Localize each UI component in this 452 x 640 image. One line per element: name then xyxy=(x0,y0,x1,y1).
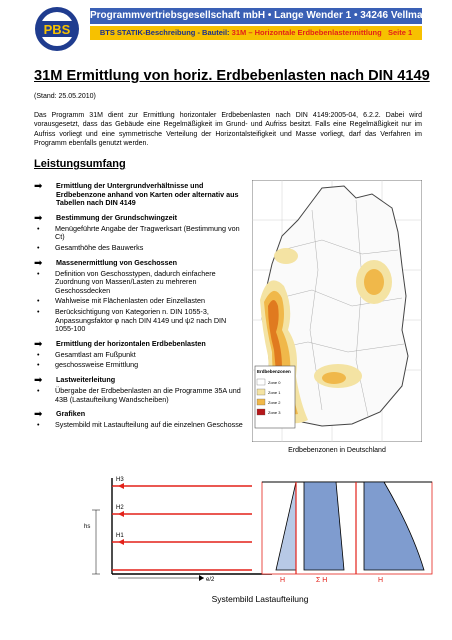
end-force-label: H xyxy=(378,577,384,584)
feature-title: Ermittlung der horizontalen Erdbebenlasten xyxy=(56,338,206,348)
feature-group xyxy=(34,340,244,370)
stand-date: (Stand: 25.05.2010) xyxy=(34,93,96,100)
arrow-icon: ➡ xyxy=(34,212,43,224)
legend-title: Erdbebenzonen xyxy=(257,369,291,374)
feature-title: Lastweiterleitung xyxy=(56,374,116,384)
subtitle-code: 31M xyxy=(231,28,247,37)
subtitle-name: Horizontale Erdbebenlastermittlung xyxy=(254,28,382,37)
system-diagram xyxy=(84,470,436,588)
intro-paragraph: Das Programm 31M dient zur Ermittlung horizontaler Erdbebenlasten nach DIN 4149:2005-04, 6.2.2. Dabei wird vorausgesetzt, dass das Gebäude eine Regelmäßigkeit im Grund- und Aufriss besitzt. Falls eine Regelmäßigkeit nur im Aufriss vorliegt und eine symmetrische Verteilung der Horizontalsteifigkeit und Masse vorliegt, darf das Verfahren im Programm ebenfalls genutzt werden. xyxy=(34,112,422,148)
map-caption: Erdbebenzonen in Deutschland xyxy=(288,447,386,454)
arrow-icon: ➡ xyxy=(34,181,43,192)
arrow-3 xyxy=(118,483,124,489)
arrow-icon: ➡ xyxy=(34,338,43,350)
feature-title: Bestimmung der Grundschwingzeit xyxy=(56,212,178,222)
force-label-h2: H2 xyxy=(116,505,124,511)
arrow-label: e/2 xyxy=(206,577,215,583)
arrow-icon: ➡ xyxy=(34,409,43,421)
bullet-icon: • xyxy=(37,360,40,370)
base-force-label: H xyxy=(280,577,286,584)
zone-east-inner xyxy=(364,269,384,295)
arrow-icon: ➡ xyxy=(34,374,43,386)
arrow-2 xyxy=(118,511,124,517)
feature-group xyxy=(34,214,244,253)
bullet-icon: • xyxy=(37,296,40,306)
feature-bullet: Systembild mit Lastaufteilung auf die einzelnen Geschosse xyxy=(55,420,243,430)
feature-bullet: Menügeführte Angabe der Tragwerksart (Bestimmung von Ct) xyxy=(55,223,240,242)
zone-west-small xyxy=(274,248,298,264)
zone-south-inner xyxy=(322,372,346,384)
bullet-icon: • xyxy=(37,223,40,233)
feature-group xyxy=(34,410,244,430)
moment-arrow xyxy=(199,575,204,581)
logo-text: PBS xyxy=(43,22,71,37)
section-title: Leistungsumfang xyxy=(34,158,126,170)
arrow-icon: ➡ xyxy=(34,257,43,269)
seismic-zone-map xyxy=(252,180,422,442)
feature-bullet: Gesamthöhe des Bauwerks xyxy=(55,242,144,252)
legend-zone-3: Zone 3 xyxy=(268,410,281,415)
feature-bullet: Gesamtlast am Fußpunkt xyxy=(55,349,136,359)
sum-force-label: Σ H xyxy=(316,577,328,584)
page-label: Seite 1 xyxy=(387,28,413,37)
legend-zone-0: Zone 0 xyxy=(268,380,281,385)
header-subtitle xyxy=(90,26,422,40)
map-legend xyxy=(255,366,295,428)
arrow-1 xyxy=(118,539,124,545)
bullet-icon: • xyxy=(37,349,40,359)
height-label: hs xyxy=(84,524,91,530)
bullet-icon: • xyxy=(37,242,40,252)
feature-list xyxy=(34,182,244,436)
feature-title: Ermittlung der Untergrundverhältnisse und Erdbebenzone anhand von Karten oder alternativ aus Tabellen nach DIN 4149 xyxy=(56,181,239,208)
page-header xyxy=(34,6,427,52)
feature-title: Massenermittlung von Geschossen xyxy=(56,257,178,267)
diagram-caption: Systembild Lastaufteilung xyxy=(211,594,309,604)
bullet-icon: • xyxy=(37,306,40,316)
pbs-logo xyxy=(34,6,80,52)
subtitle-prefix: BTS STATIK-Beschreibung - Bauteil: xyxy=(99,28,230,37)
force-label-h1: H1 xyxy=(116,533,124,539)
feature-bullet: Berücksichtigung von Kategorien n. DIN 1055-3, Anpassungsfaktor φ nach DIN 4149 und ψ2 nach DIN 1055-100 xyxy=(55,306,227,334)
subtitle-dash: – xyxy=(248,28,253,37)
feature-bullet: Definition von Geschosstypen, dadurch einfachere Zuordnung von Massen/Lasten zu mehreren Geschossdecken xyxy=(55,268,216,295)
bullet-icon: • xyxy=(37,420,40,430)
bullet-icon: • xyxy=(37,268,40,278)
bullet-icon: • xyxy=(37,385,40,395)
force-label-h3: H3 xyxy=(116,477,124,483)
feature-group xyxy=(34,259,244,334)
feature-group xyxy=(34,376,244,404)
feature-bullet: Wahlweise mit Flächenlasten oder Einzellasten xyxy=(55,296,205,306)
feature-bullet: Übergabe der Erdbebenlasten an die Programme 35A und 43B (Lastaufteilung Wandscheiben) xyxy=(55,385,241,404)
document-title: 31M Ermittlung von horiz. Erdbebenlasten nach DIN 4149 xyxy=(34,68,430,84)
feature-title: Grafiken xyxy=(56,409,86,419)
feature-group xyxy=(34,182,244,208)
legend-zone-1: Zone 1 xyxy=(268,390,281,395)
company-line: Programmvertriebsgesellschaft mbH • Lange Wender 1 • 34246 Vellmar xyxy=(90,8,422,24)
legend-zone-2: Zone 2 xyxy=(268,400,281,405)
feature-bullet: geschossweise Ermittlung xyxy=(55,360,139,370)
